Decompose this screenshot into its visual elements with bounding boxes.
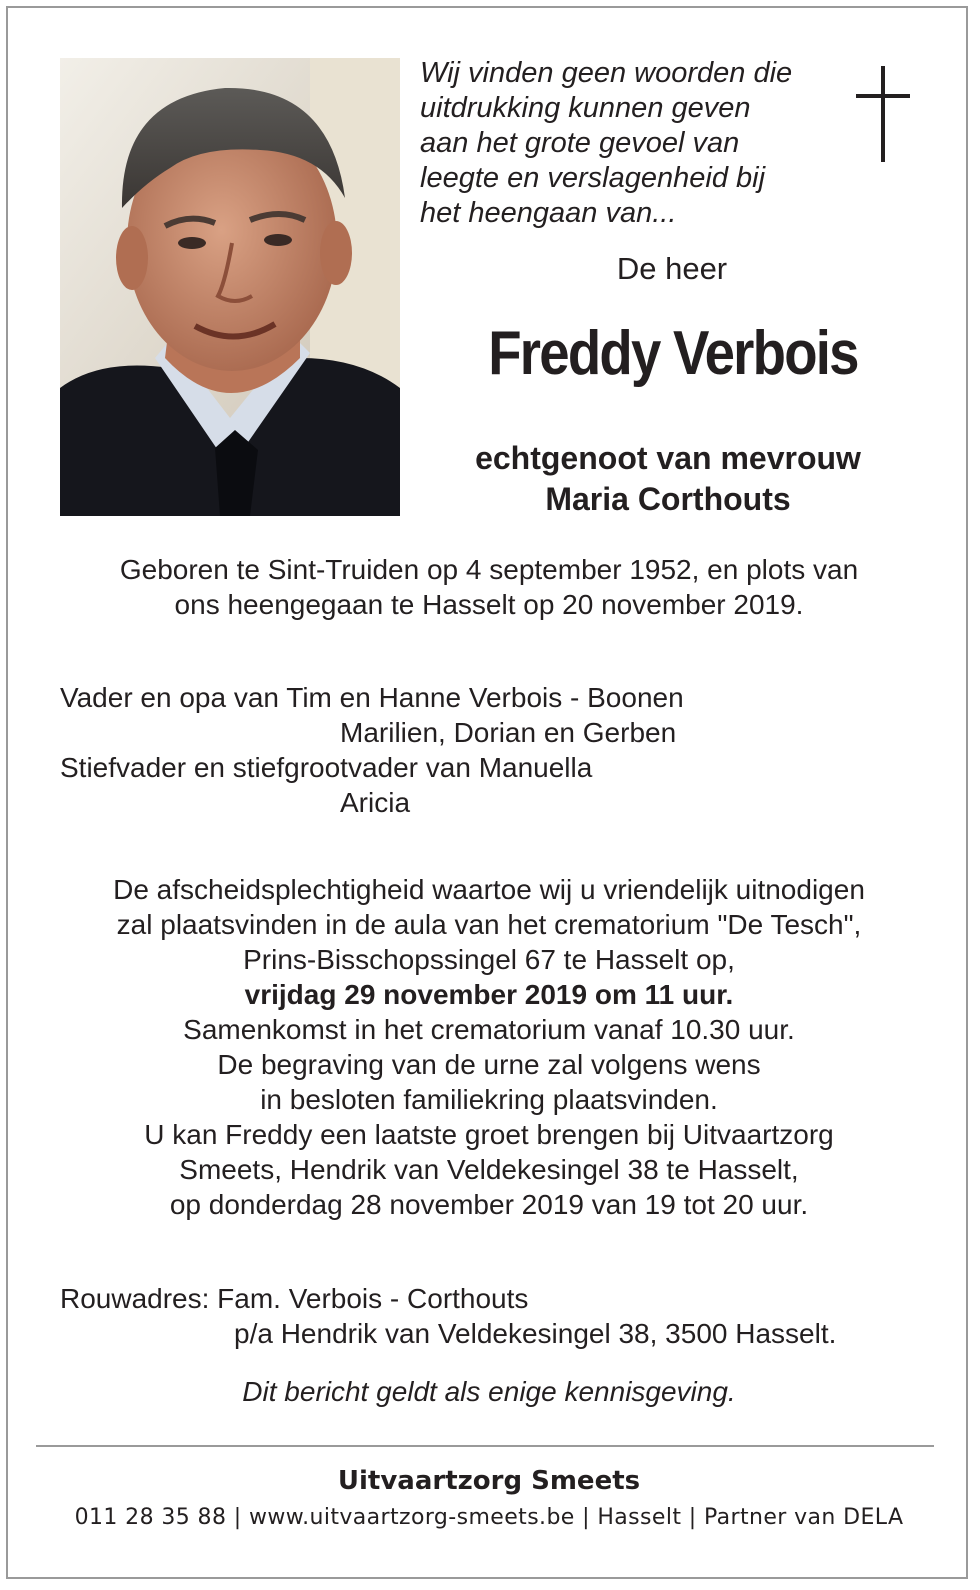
spouse-name: Maria Corthouts xyxy=(545,481,791,517)
spouse-line: echtgenoot van mevrouw xyxy=(475,440,861,476)
family-line-2: Marilien, Dorian en Gerben xyxy=(340,717,677,748)
spouse-block xyxy=(408,438,928,520)
ceremony-block xyxy=(8,872,970,1222)
intro-text xyxy=(420,56,840,231)
intro-line: Wij vinden geen woorden die xyxy=(420,57,793,89)
family-line-3: Stiefvader en stiefgrootvader van Manuella xyxy=(60,752,593,783)
divider xyxy=(36,1445,934,1447)
family-line-4: Aricia xyxy=(340,787,411,818)
ceremony-line: in besloten familiekring plaatsvinden. xyxy=(260,1084,718,1115)
ceremony-line: Smeets, Hendrik van Veldekesingel 38 te Hasselt, xyxy=(179,1154,799,1185)
ceremony-line: op donderdag 28 november 2019 van 19 tot 20 uur. xyxy=(169,1189,809,1220)
ceremony-line: De begraving van de urne zal volgens wens xyxy=(217,1049,761,1080)
deceased-name: Freddy Verbois xyxy=(488,319,858,388)
ceremony-line: Prins-Bisschopssingel 67 te Hasselt op, xyxy=(243,944,735,975)
family-line-1: Vader en opa van Tim en Hanne Verbois - Boonen xyxy=(60,682,684,713)
portrait-photo xyxy=(60,58,400,516)
footer-title: Uitvaartzorg Smeets xyxy=(337,1466,641,1496)
cross-icon xyxy=(854,66,914,171)
footer-contact: 011 28 35 88 | www.uitvaartzorg-smeets.be | Hasselt | Partner van DELA xyxy=(74,1505,904,1530)
birth-line: ons heengegaan te Hasselt op 20 november 2019. xyxy=(174,589,804,620)
birth-line: Geboren te Sint-Truiden op 4 september 1952, en plots van xyxy=(119,554,859,585)
intro-line: uitdrukking kunnen geven xyxy=(420,92,751,124)
ceremony-date: vrijdag 29 november 2019 om 11 uur. xyxy=(244,979,734,1010)
ceremony-line: U kan Freddy een laatste groet brengen bij Uitvaartzorg xyxy=(144,1119,834,1150)
address-line-1: Rouwadres: Fam. Verbois - Corthouts xyxy=(60,1283,529,1314)
ceremony-line: Samenkomst in het crematorium vanaf 10.30 uur. xyxy=(183,1014,795,1045)
salutation: De heer xyxy=(616,251,728,286)
obituary-card xyxy=(6,6,968,1579)
address-line-2: p/a Hendrik van Veldekesingel 38, 3500 Hasselt. xyxy=(234,1318,837,1349)
intro-line: aan het grote gevoel van xyxy=(420,127,740,159)
birth-block xyxy=(8,552,970,622)
intro-line: het heengaan van... xyxy=(420,197,677,229)
intro-line: leegte en verslagenheid bij xyxy=(420,162,766,194)
ceremony-line: zal plaatsvinden in de aula van het crematorium "De Tesch", xyxy=(116,909,862,940)
notice-text: Dit bericht geldt als enige kennisgeving. xyxy=(242,1376,736,1407)
ceremony-line: De afscheidsplechtigheid waartoe wij u vriendelijk uitnodigen xyxy=(113,874,865,905)
